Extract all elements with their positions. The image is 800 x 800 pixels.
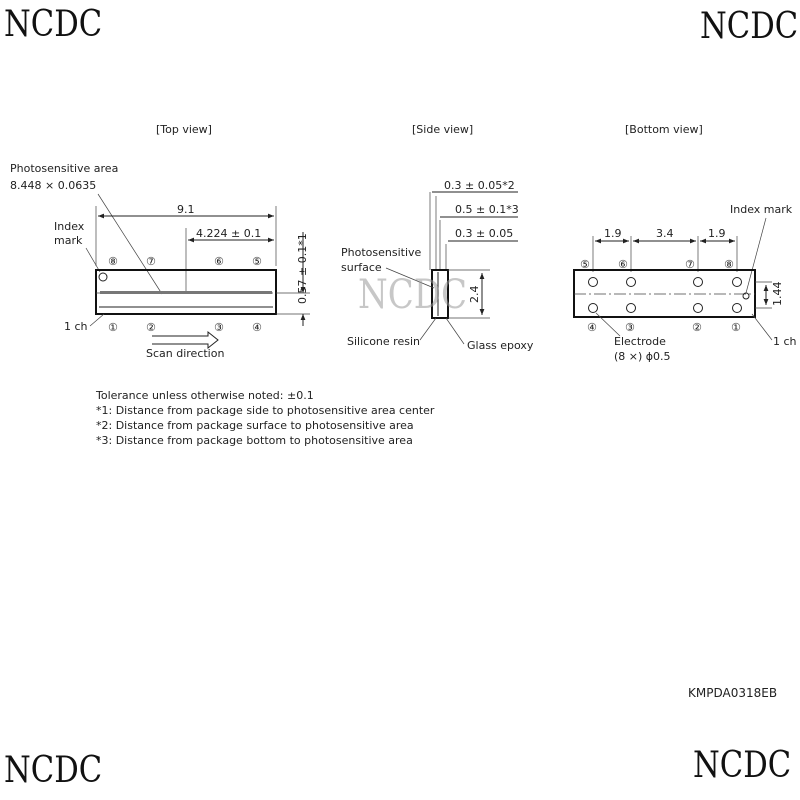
note-tolerance: Tolerance unless otherwise noted: ±0.1: [96, 389, 314, 402]
watermark-bottom-left: NCDC: [4, 750, 103, 791]
note-2: *2: Distance from package surface to photosensitive area: [96, 419, 414, 432]
glass-epoxy-leader: [446, 318, 464, 344]
photosensitive-area-strip: [100, 291, 272, 294]
side-view-title: [Side view]: [412, 123, 474, 136]
bottom-dim-mid: 3.4: [656, 227, 674, 240]
pin-3-bottom: ③: [214, 321, 224, 334]
side-height-dim: 2.4: [468, 285, 481, 303]
electrode-label-1: Electrode: [614, 335, 666, 348]
top-view: [10, 123, 310, 360]
note-3: *3: Distance from package bottom to photosensitive area: [96, 434, 413, 447]
bottom-height-dim: 1.44: [771, 281, 784, 306]
electrode-6: [627, 278, 636, 287]
glass-epoxy-label: Glass epoxy: [467, 339, 534, 352]
electrode-3: [627, 304, 636, 313]
electrode-7: [694, 278, 703, 287]
half-dim: 4.224 ± 0.1: [196, 227, 262, 240]
silicone-resin-leader: [420, 318, 436, 340]
pin-7-top: ⑦: [146, 255, 156, 268]
note-1: *1: Distance from package side to photosensitive area center: [96, 404, 435, 417]
bottom-dim-right: 1.9: [708, 227, 726, 240]
index-mark-circle: [99, 273, 107, 281]
pin-5-top: ⑤: [252, 255, 262, 268]
bottom-1ch-label: 1 ch: [773, 335, 797, 348]
index-mark-label-1: Index: [54, 220, 85, 233]
photosensitive-surface-label-2: surface: [341, 261, 382, 274]
top-1ch-leader: [90, 314, 104, 326]
bottom-pin-4: ④: [587, 321, 597, 334]
photosensitive-surface-label-1: Photosensitive: [341, 246, 422, 259]
electrode-4: [589, 304, 598, 313]
electrode-label-2: (8 ×) ϕ0.5: [614, 350, 671, 363]
electrode-5: [589, 278, 598, 287]
bottom-dim-left: 1.9: [604, 227, 622, 240]
height-dim: 0.57 ± 0.1*1: [296, 233, 309, 304]
pin-1-bottom: ①: [108, 321, 118, 334]
top-1ch-label: 1 ch: [64, 320, 88, 333]
watermark-bottom-right: NCDC: [693, 745, 792, 786]
notes: [96, 388, 434, 448]
index-mark-leader: [86, 248, 100, 272]
bottom-view-package: [574, 270, 755, 317]
bottom-pin-2: ②: [692, 321, 702, 334]
bottom-view: [574, 123, 797, 363]
side-dim-3: 0.3 ± 0.05: [455, 227, 514, 240]
pin-2-bottom: ②: [146, 321, 156, 334]
bottom-pin-6: ⑥: [618, 258, 628, 271]
bottom-pin-1: ①: [731, 321, 741, 334]
bottom-pin-7: ⑦: [685, 258, 695, 271]
bottom-view-title: [Bottom view]: [625, 123, 703, 136]
electrode-1: [733, 304, 742, 313]
electrode-2: [694, 304, 703, 313]
photosensitive-area-label: Photosensitive area: [10, 162, 119, 175]
watermark-center: NCDC: [358, 272, 468, 318]
pin-6-top: ⑥: [214, 255, 224, 268]
photosensitive-area-dim: 8.448 × 0.0635: [10, 179, 97, 192]
pin-8-top: ⑧: [108, 255, 118, 268]
photosensitive-area-leader: [98, 194, 162, 294]
bottom-pin-5: ⑤: [580, 258, 590, 271]
bottom-index-mark-label: Index mark: [730, 203, 793, 216]
bottom-pin-3: ③: [625, 321, 635, 334]
silicone-resin-label: Silicone resin: [347, 335, 420, 348]
scan-direction-arrow: [152, 332, 218, 348]
watermark-top-right: NCDC: [700, 6, 799, 47]
scan-direction-label: Scan direction: [146, 347, 225, 360]
side-dim-1: 0.3 ± 0.05*2: [444, 179, 515, 192]
bottom-pin-8: ⑧: [724, 258, 734, 271]
pin-4-bottom: ④: [252, 321, 262, 334]
top-view-title: [Top view]: [156, 123, 212, 136]
watermark-top-left: NCDC: [4, 4, 103, 45]
bottom-1ch-leader: [752, 314, 772, 340]
index-mark-label-2: mark: [54, 234, 83, 247]
electrode-8: [733, 278, 742, 287]
drawing-code: KMPDA0318EB: [688, 686, 778, 700]
side-dim-2: 0.5 ± 0.1*3: [455, 203, 519, 216]
width-dim: 9.1: [177, 203, 195, 216]
